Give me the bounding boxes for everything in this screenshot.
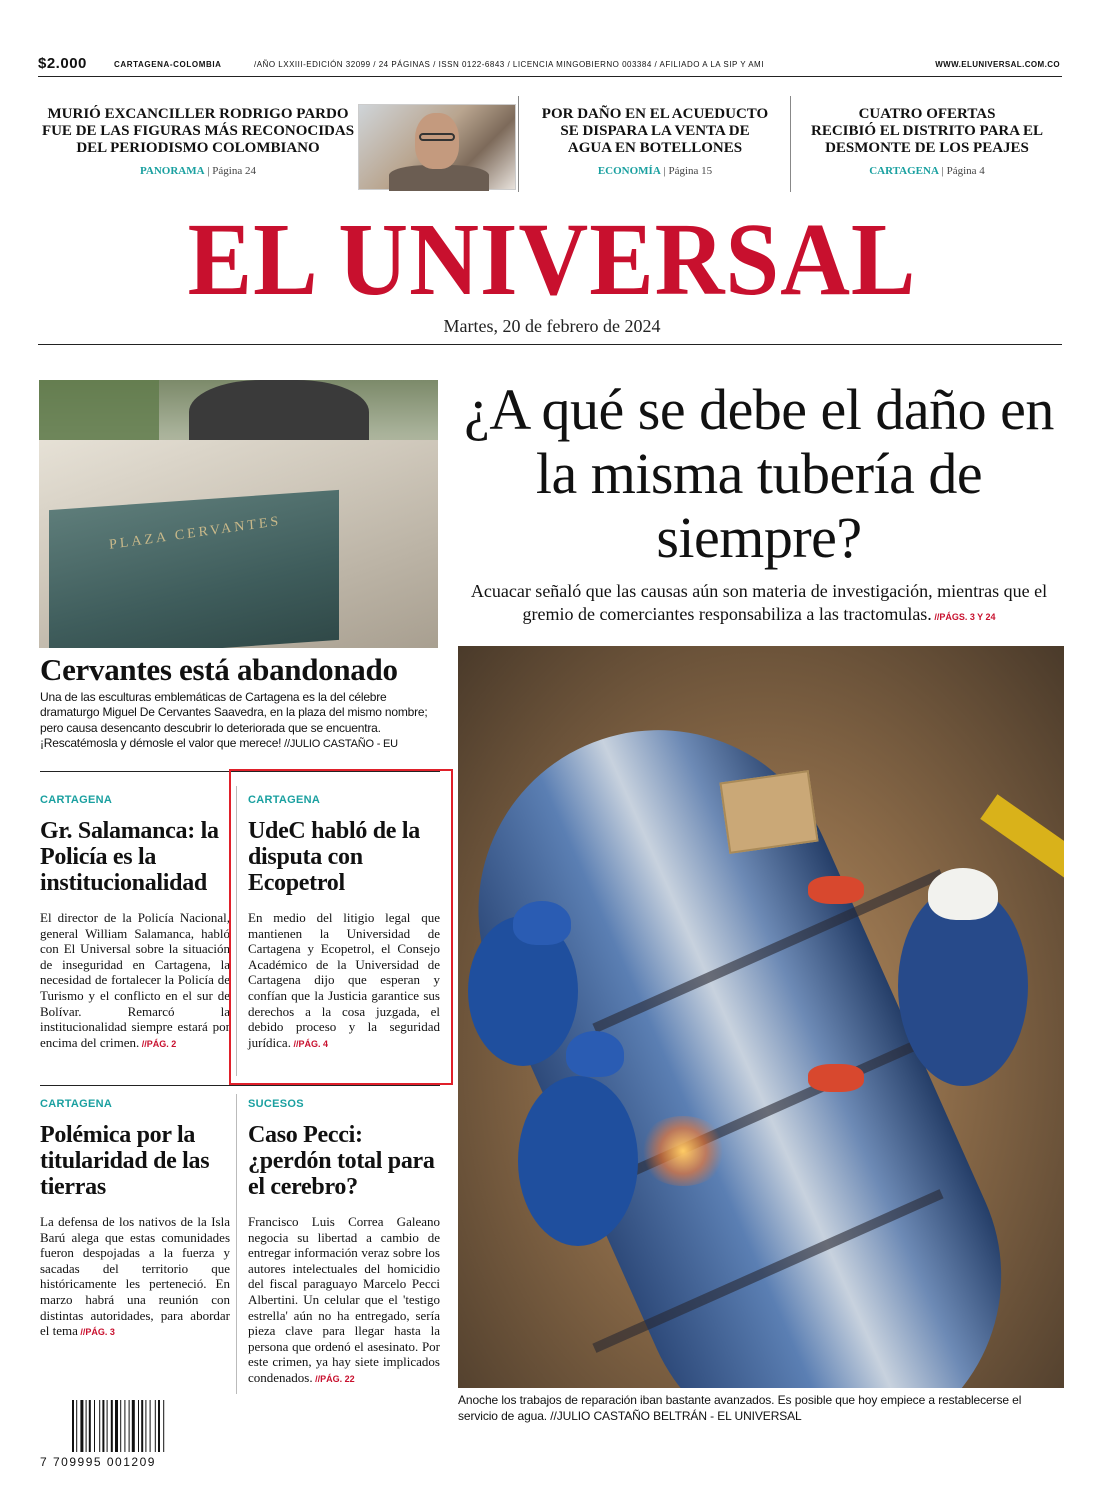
teaser-section: PANORAMA xyxy=(140,165,205,177)
story-body xyxy=(248,1214,440,1388)
story-text: En medio del litigio legal que mantienen la Universidad de Cartagena y Ecopetrol, el Consejo Académico de la Universidad de Cartagena dijo que esperan y confían que la Justicia garantice sus derechos a la cosa juzgada, el debido proceso y la seguridad jurídica. xyxy=(248,910,440,1050)
teaser-line: SE DISPARA LA VENTA DE xyxy=(560,123,750,139)
photo-worker xyxy=(518,1076,638,1246)
story-tierras[interactable] xyxy=(40,1098,230,1341)
photo-caption xyxy=(458,1392,1064,1424)
lead-subhead-text: Acuacar señaló que las causas aún son materia de investigación, mientras que el gremio de comerciantes responsabiliza a las tractomulas. xyxy=(470,581,1048,624)
teaser-strip xyxy=(38,96,1062,196)
barcode-bar xyxy=(76,1400,77,1452)
barcode-bar xyxy=(129,1400,130,1452)
teaser-line: DEL PERIODISMO COLOMBIANO xyxy=(76,140,320,156)
photo-glove xyxy=(808,876,864,904)
story-headline: Polémica por la titularidad de las tierras xyxy=(40,1122,210,1200)
barcode-bar xyxy=(132,1400,135,1452)
story-salamanca[interactable] xyxy=(40,794,230,1052)
barcode-bar xyxy=(107,1400,108,1452)
teaser-reference xyxy=(520,165,790,177)
photo-glove xyxy=(808,1064,864,1092)
column-divider xyxy=(236,1094,237,1394)
photo-helmet xyxy=(513,901,571,945)
teaser-reference xyxy=(38,165,358,177)
portrait-glasses xyxy=(419,133,455,141)
portrait-face xyxy=(415,113,459,169)
top-info-bar xyxy=(38,55,1062,77)
barcode-bar xyxy=(120,1400,121,1452)
teaser-peajes[interactable] xyxy=(792,106,1062,177)
teaser-line: DESMONTE DE LOS PEAJES xyxy=(825,140,1029,156)
teaser-headline xyxy=(792,106,1062,157)
teaser-reference xyxy=(792,165,1062,177)
barcode-number: 7 709995 001209 xyxy=(40,1455,156,1469)
photo-machinery xyxy=(980,794,1064,887)
page-reference: //PÁG. 4 xyxy=(290,1038,328,1049)
newspaper-masthead: EL UNIVERSAL xyxy=(187,202,917,317)
photo-toolbox xyxy=(719,770,818,854)
teaser-headline xyxy=(520,106,790,157)
edition-info: /AÑO LXXIII-EDICIÓN 32099 / 24 PÁGINAS / ISSN 0122-6843 / LICENCIA MINGOBIERNO 003384 / AFILIADO A LA SIP Y AMI xyxy=(254,60,764,69)
issue-date: Martes, 20 de febrero de 2024 xyxy=(443,316,661,336)
teaser-page: | Página 15 xyxy=(663,165,713,177)
teaser-acueducto[interactable] xyxy=(520,106,790,177)
story-headline: Gr. Salamanca: la Policía es la institucionalidad xyxy=(40,818,219,896)
story-headline: Caso Pecci: ¿perdón total para el cerebro? xyxy=(248,1122,435,1200)
barcode-bar xyxy=(94,1400,95,1452)
teaser-line: RECIBIÓ EL DISTRITO PARA EL xyxy=(810,123,1044,139)
story-kicker: SUCESOS xyxy=(248,1098,304,1110)
photo-credit: //JULIO CASTAÑO - EU xyxy=(281,738,398,751)
barcode-bar xyxy=(141,1400,143,1452)
teaser-line: CUATRO OFERTAS xyxy=(858,106,996,122)
location: CARTAGENA-COLOMBIA xyxy=(114,60,222,69)
teaser-section: ECONOMÍA xyxy=(597,165,661,177)
teaser-line: POR DAÑO EN EL ACUEDUCTO xyxy=(541,106,769,122)
photo-helmet xyxy=(928,868,998,920)
barcode-bar xyxy=(150,1400,151,1452)
barcode-bar xyxy=(102,1400,104,1452)
photo-welding-sparks xyxy=(638,1116,728,1186)
story-headline: UdeC habló de la disputa con Ecopetrol xyxy=(248,818,420,896)
story-kicker: CARTAGENA xyxy=(248,794,321,806)
barcode xyxy=(70,1400,192,1452)
story-kicker: CARTAGENA xyxy=(40,794,113,806)
story-pecci[interactable] xyxy=(248,1098,440,1388)
lead-headline[interactable]: ¿A qué se debe el daño en la misma tubería de siempre? xyxy=(464,377,1054,570)
cervantes-photo xyxy=(39,380,438,648)
teaser-line: AGUA EN BOTELLONES xyxy=(567,140,743,156)
barcode-bar xyxy=(163,1400,164,1452)
photo-credit: //JULIO CASTAÑO BELTRÁN - EL UNIVERSAL xyxy=(547,1409,802,1423)
teaser-page: | Página 4 xyxy=(941,165,985,177)
teaser-section: CARTAGENA xyxy=(869,165,939,177)
page-reference: //PÁGS. 3 Y 24 xyxy=(931,612,996,622)
photo-trees xyxy=(39,380,159,440)
pardo-photo xyxy=(358,104,516,190)
pipe-repair-photo xyxy=(458,646,1064,1388)
cervantes-body xyxy=(40,690,440,753)
barcode-bar xyxy=(158,1400,160,1452)
page-reference: //PÁG. 3 xyxy=(77,1327,115,1338)
plaque-inscription: PLAZA CERVANTES xyxy=(108,513,282,553)
teaser-page: | Página 24 xyxy=(207,165,256,177)
story-body xyxy=(40,910,230,1052)
barcode-bar xyxy=(155,1400,156,1452)
page-reference: //PÁG. 2 xyxy=(139,1038,177,1049)
barcode-bar xyxy=(72,1400,74,1452)
photo-plaque xyxy=(49,490,339,648)
lead-subhead xyxy=(456,580,1062,629)
story-text: Francisco Luis Correa Galeano negocia su libertad a cambio de entregar información veraz sobre los autores intelectuales del homicidio del fiscal paraguayo Marcelo Pecci Albertini. Un celular que el 'testigo estrella' aún no ha entregado, sería pieza clave para llegar hasta la persona que ordenó el asesinato. Por este crimen, ya hay siete implicados condenados. xyxy=(248,1214,440,1385)
barcode-bar xyxy=(86,1400,87,1452)
section-divider xyxy=(40,1085,440,1086)
teaser-headline xyxy=(38,106,358,157)
barcode-bar xyxy=(138,1400,139,1452)
photo-helmet xyxy=(566,1031,624,1077)
barcode-bar xyxy=(111,1400,113,1452)
story-body xyxy=(40,1214,230,1341)
website-link[interactable]: WWW.ELUNIVERSAL.COM.CO xyxy=(935,60,1060,69)
barcode-bar xyxy=(115,1400,118,1452)
cervantes-headline[interactable]: Cervantes está abandonado xyxy=(40,652,398,687)
story-kicker: CARTAGENA xyxy=(40,1098,113,1110)
price: $2.000 xyxy=(38,55,87,72)
barcode-bar xyxy=(99,1400,100,1452)
barcode-bar xyxy=(145,1400,146,1452)
story-text: El director de la Policía Nacional, general William Salamanca, habló con El Universal sobre la situación de inseguridad en Cartagena, la necesidad de fortalecer la Policía de Turismo y el conflicto en el sur de Bolívar. Remarcó la institucionalidad siempre estará por encima del crimen. xyxy=(40,910,230,1050)
teaser-pardo[interactable] xyxy=(38,106,358,177)
highlight-box xyxy=(229,769,453,1085)
barcode-bar xyxy=(80,1400,83,1452)
teaser-line: MURIÓ EXCANCILLER RODRIGO PARDO xyxy=(47,106,349,122)
teaser-line: FUE DE LAS FIGURAS MÁS RECONOCIDAS xyxy=(41,123,355,139)
story-text: La defensa de los nativos de la Isla Barú alega que estas comunidades fueron despojadas a la fuerza y sacadas del territorio que históricamente les perteneció. En marzo habrá una reunión con distintas autoridades, para abordar el tema xyxy=(40,1214,230,1339)
teaser-divider xyxy=(518,96,519,192)
barcode-bar xyxy=(124,1400,125,1452)
cervantes-text: Una de las esculturas emblemáticas de Cartagena es la del célebre dramaturgo Miguel De Cervantes Saavedra, en la plaza del mismo nombre; pero causa desencanto descubrir lo deteriorada que se encuentra. ¡Rescatémosla y démosle el valor que merece! xyxy=(40,690,428,751)
teaser-divider xyxy=(790,96,791,192)
barcode-bar xyxy=(89,1400,91,1452)
caption-text: Anoche los trabajos de reparación iban bastante avanzados. Es posible que hoy empiece a restablecerse el servicio de agua. xyxy=(458,1393,1022,1423)
masthead-divider xyxy=(38,344,1062,345)
page-reference: //PÁG. 22 xyxy=(312,1373,355,1384)
